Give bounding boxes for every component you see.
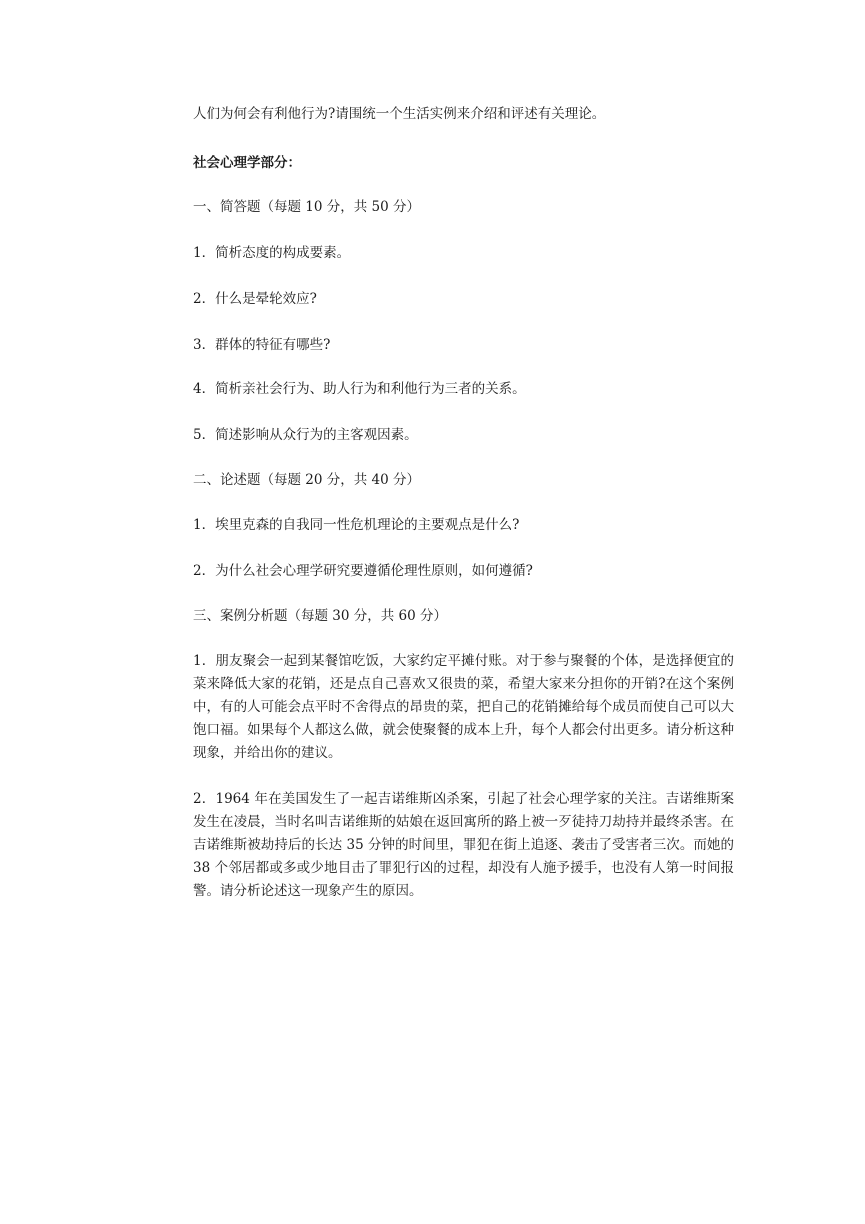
section-title: 社会心理学部分： [193, 155, 301, 171]
case-paragraph-1 [193, 650, 734, 765]
intro-question: 人们为何会有利他行为?请围统一个生活实例来介绍和评述有关理论。 [193, 106, 606, 122]
part1-item: 4．简析亲社会行为、助人行为和利他行为三者的关系。 [193, 381, 526, 397]
part3-heading: 三、案例分析题（每题 30 分，共 60 分） [193, 608, 448, 624]
part1-item: 2．什么是晕轮效应? [193, 291, 317, 307]
part2-item: 1．埃里克森的自我同一性危机理论的主要观点是什么? [193, 517, 520, 533]
case-paragraph-2 [193, 788, 734, 903]
case-text-2: 2．1964 年在美国发生了一起吉诺维斯凶杀案，引起了社会心理学家的关注。吉诺维斯案发生在凌晨，当时名叫吉诺维斯的姑娘在返回寓所的路上被一歹徒持刀劫持并最终杀害。在吉诺维斯被劫持后的长达 35 分钟的时间里，罪犯在街上追逐、袭击了受害者三次。而她的 38 个邻居都或多或少地目击了罪犯行凶的过程，却没有人施予援手，也没有人第一时间报警。请分析论述这一现象产生的原因。 [193, 791, 734, 899]
part1-item: 5．简述影响从众行为的主客观因素。 [193, 427, 418, 443]
case-text-1: 1．朋友聚会一起到某餐馆吃饭，大家约定平摊付账。对于参与聚餐的个体，是选择便宜的菜来降低大家的花销，还是点自己喜欢又很贵的菜，希望大家来分担你的开销?在这个案例中，有的人可能会点平时不舍得点的昂贵的菜，把自己的花销摊给每个成员而使自己可以大饱口福。如果每个人都这么做，就会使聚餐的成本上升，每个人都会付出更多。请分析这种现象，并给出你的建议。 [193, 653, 734, 761]
part1-item: 1．简析态度的构成要素。 [193, 245, 351, 261]
part2-heading: 二、论述题（每题 20 分，共 40 分） [193, 472, 421, 488]
part1-heading: 一、简答题（每题 10 分，共 50 分） [193, 199, 421, 215]
part2-item: 2．为什么社会心理学研究要遵循伦理性原则，如何遵循? [193, 563, 533, 579]
part1-item: 3．群体的特征有哪些? [193, 337, 331, 353]
